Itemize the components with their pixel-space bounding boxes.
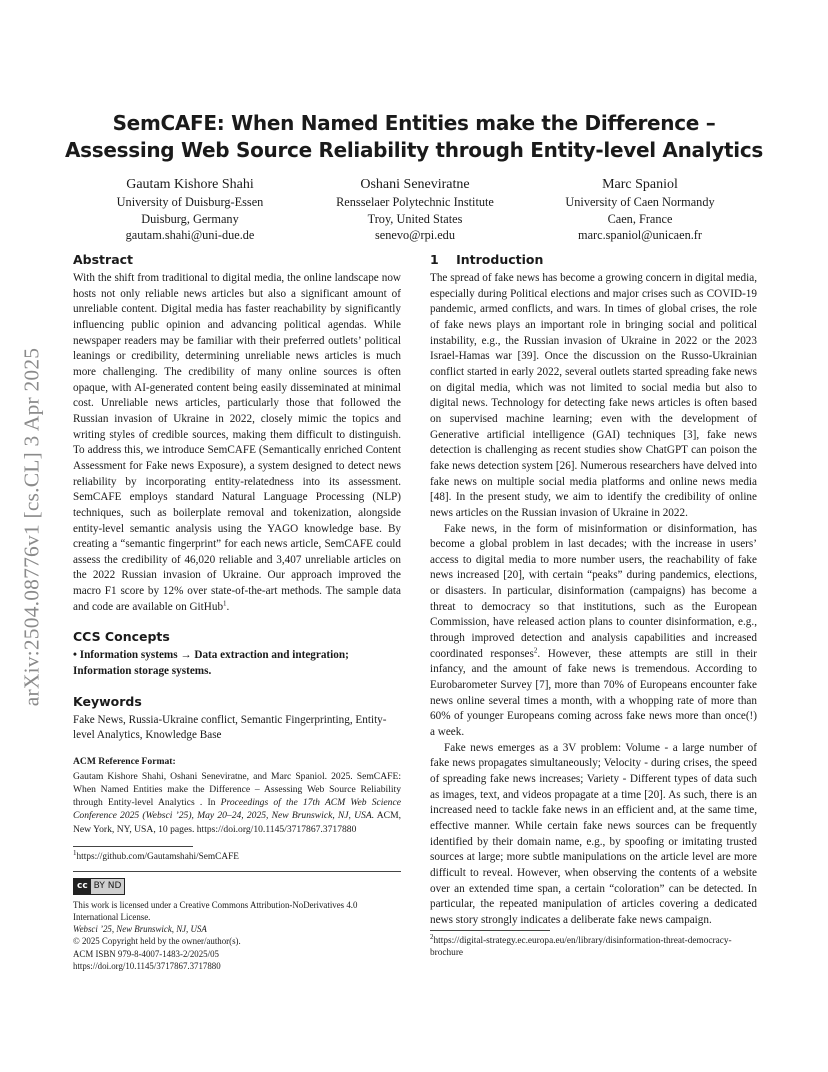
license-isbn: ACM ISBN 979-8-4007-1483-2/2025/05 xyxy=(73,948,219,959)
license-text: This work is licensed under a Creative Commons Attribution-NoDerivatives 4.0 International License. xyxy=(73,900,358,923)
author-location: Caen, France xyxy=(607,211,673,226)
acm-reference-heading: ACM Reference Format: xyxy=(73,756,176,768)
author-2 xyxy=(305,176,525,244)
paper-title xyxy=(60,110,768,164)
author-affiliation: Rensselaer Polytechnic Institute xyxy=(336,195,494,209)
abstract-heading: Abstract xyxy=(73,252,134,267)
author-name: Gautam Kishore Shahi xyxy=(126,177,254,192)
license-block xyxy=(73,899,401,972)
by-nd-icon: BY ND xyxy=(93,880,122,891)
footnote-1-url[interactable]: https://github.com/Gautamshahi/SemCAFE xyxy=(76,851,239,862)
author-location: Duisburg, Germany xyxy=(141,211,239,226)
author-1 xyxy=(80,176,300,244)
footnote-2-block xyxy=(430,916,757,960)
footnote-mark: 1 xyxy=(223,599,227,608)
license-doi[interactable]: https://doi.org/10.1145/3717867.3717880 xyxy=(73,960,221,971)
keywords-heading: Keywords xyxy=(73,693,142,709)
footnote-divider xyxy=(430,930,550,931)
license-copyright: © 2025 Copyright held by the owner/author(s). xyxy=(73,936,241,947)
right-column xyxy=(430,252,757,929)
author-email: senevo@rpi.edu xyxy=(375,228,455,242)
left-column xyxy=(73,252,401,972)
footnote-divider xyxy=(73,846,193,847)
author-affiliation: University of Duisburg-Essen xyxy=(116,195,264,209)
cc-icon: cc xyxy=(74,879,91,894)
author-email: gautam.shahi@uni-due.de xyxy=(125,228,255,242)
author-location: Troy, United States xyxy=(367,211,463,226)
author-3 xyxy=(530,176,750,244)
intro-paragraph-3: Fake news emerges as a 3V problem: Volume - a large number of fake news propagates simultaneously; Velocity - during crises, the speed of spreading fake news increases; Variety - Different types of data such as images, text, and videos propagate at a time [20]. As such, there is an increased need to tackle fake news in an efficient and, at the same time, effective manner. While certain fake news sources can be frequently identified by their domain name, e.g., by spoofing or imitating trusted sources at large; more subtle manipulations on the article level are more difficult to reveal. However, when observing the contents of a website over an extended time span, a certain “coloration” can be detected. In particular, the repeated manipulation of articles covering a dedicated news story strongly indicates a deliberate fake news campaign. xyxy=(430,741,757,926)
abstract-text: With the shift from traditional to digital media, the online landscape now hosts not only reliable news articles but also a significant amount of unreliable content. Digital media has faster reachability by significantly influencing public opinion and advancing political agendas. While newspaper readers may be familiar with their preferred outlets’ political leanings or credibility, determining unreliable news articles is much more challenging. The credibility of many online sources is often opaque, with AI-generated content being easily disseminated at minimal cost. Unreliable news articles, particularly those that followed the Russian invasion of Ukraine in 2022, closely mimic the topics and writing styles of credible sources, making them difficult to distinguish. To address this, we introduce SemCAFE (Semantically enriched Content Assessment for Fake news Exposure), a system designed to detect news reliability by incorporating entity-relatedness into its assessment. SemCAFE employs standard Natural Language Processing (NLP) techniques, such as boilerplate removal and tokenization, alongside entity-level semantic analysis using the YAGO knowledge base. By creating a “semantic fingerprint” for each news article, SemCAFE could assess the credibility of 46,020 reliable and 3,407 unreliable articles on the 2022 Russian invasion of Ukraine. Our approach improved the macro F1 score by 12% over state-of-the-art methods. The sample data and code are available on GitHub$^1$. xyxy=(73,272,401,613)
introduction-heading: 1 Introduction xyxy=(430,252,544,267)
cc-license-badge[interactable] xyxy=(73,878,125,895)
arxiv-sidebar xyxy=(14,292,50,762)
ccs-heading: CCS Concepts xyxy=(73,629,170,645)
license-venue: Websci ’25, New Brunswick, NJ, USA xyxy=(73,924,207,935)
footnote-2-url[interactable]: https://digital-strategy.ec.europa.eu/en/library/disinformation-threat-democracy-brochure xyxy=(430,936,732,959)
footnote-mark: 2 xyxy=(533,646,538,655)
title-line-1: SemCAFE: When Named Entities make the Difference – xyxy=(112,111,716,135)
footnote-1: $^1$https://github.com/Gautamshahi/SemCAFE xyxy=(73,848,239,862)
arxiv-identifier: arXiv:2504.08776v1 [cs.CL] 3 Apr 2025 xyxy=(19,347,44,707)
author-affiliation: University of Caen Normandy xyxy=(565,195,715,209)
acm-reference-text: Gautam Kishore Shahi, Oshani Seneviratne, and Marc Spaniol. 2025. SemCAFE: When Named Entities make the Difference – Assessing Web Source Reliability through Entity-level Analytics . In Proceedings of the 17th ACM Web Science Conference 2025 (Websci ’25), May 20–24, 2025, New Brunswick, NJ, USA. ACM, New York, NY, USA, 10 pages. https://doi.org/10.1145/3717867.3717880 xyxy=(73,770,401,835)
intro-paragraph-1: The spread of fake news has become a growing concern in digital media, especially during Political elections and major crises such as COVID-19 pandemic, armed conflicts, and wars. In times of global crises, the role of fake news plays an important role in bringing social and political instability, e.g., the Russian invasion of Ukraine in 2022 or the 2023 Israel-Hamas war [39]. Once the discussion on the Russo-Ukrainian conflict started in early 2022, several outlets started spreading fake news on digital media, which was not limited to social media but also to digital news. Technology for detecting fake news articles is often based on supervised machine learning; even with the development of Generative artificial intelligence (GAI) techniques [3], fake news detection is challenging as recent studies show ChatGPT can poison the fake news detection system [26]. Numerous researchers have delved into fake news on multiple social media platforms and online news media [48]. In the present study, we aim to identify the credibility of online news articles on the Russian invasion of Ukraine in 2022. xyxy=(430,272,757,519)
license-divider xyxy=(73,871,401,872)
ccs-text: • Information systems → Data extraction and integration; Information storage systems. xyxy=(73,649,349,678)
author-email: marc.spaniol@unicaen.fr xyxy=(578,228,702,242)
keywords-text: Fake News, Russia-Ukraine conflict, Semantic Fingerprinting, Entity-level Analytics, Knowledge Base xyxy=(73,713,387,742)
title-line-2: Assessing Web Source Reliability through Entity-level Analytics xyxy=(64,138,764,162)
footnote-2: $^2$https://digital-strategy.ec.europa.eu/en/library/disinformation-threat-democracy-brochure xyxy=(430,932,732,959)
author-name: Marc Spaniol xyxy=(602,177,678,192)
intro-paragraph-2: Fake news, in the form of misinformation or disinformation, has become a global problem in last decades; with the increase in users’ access to digital media to more number users, the reachability of fake news increased [20], with certain “peaks” during pandemics, elections, or disasters. In particular, disinformation (campaigns) has become a threat to democracy so that institutions, such as the European Commission, have released action plans to counter disinformation, e.g., through improved detection and analysis capabilities and increased coordinated responses$^2$. However, these attempts are still in their infancy, and the amount of fake news is tremendous. According to Eurobarometer Survey [7], more than 70% of Europeans encounter fake news online several times a month, with a whopping rate of more than 60% of younger Europeans coming across fake news more than once(!) a week. xyxy=(430,522,757,739)
author-name: Oshani Seneviratne xyxy=(360,177,470,192)
author-block xyxy=(80,176,750,244)
